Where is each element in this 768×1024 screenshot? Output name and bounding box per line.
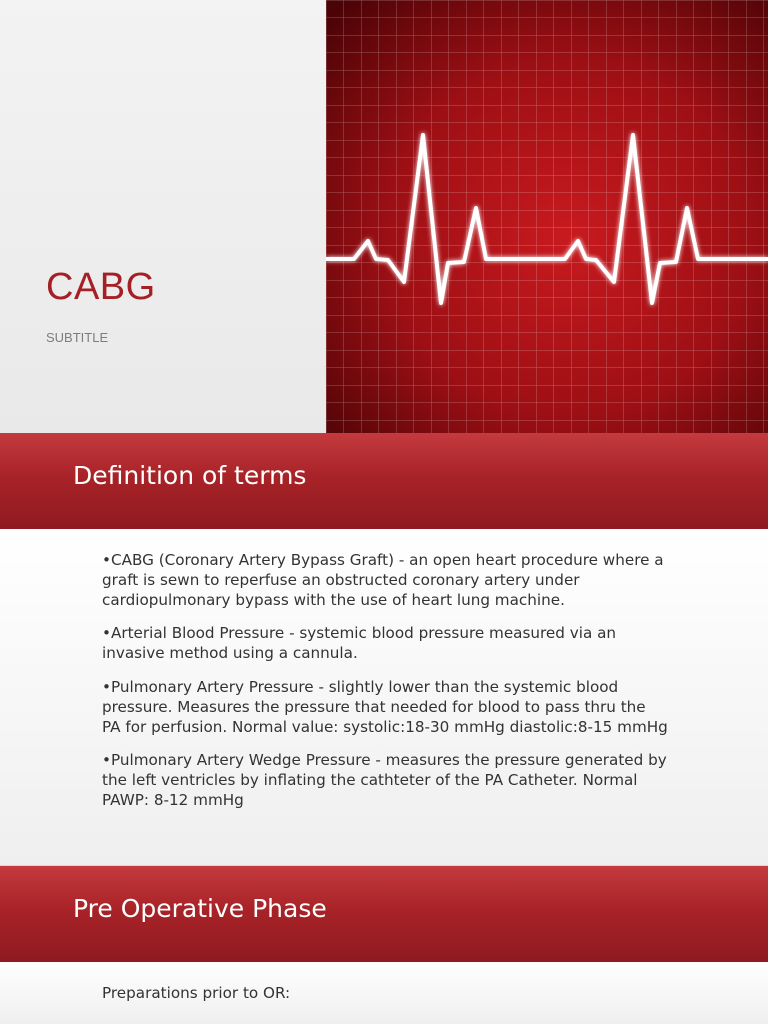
definition-list <box>102 551 668 825</box>
preop-body <box>0 962 768 1024</box>
list-item: •Pulmonary Artery Pressure - slightly lower than the systemic blood pressure. Measures the pressure that needed for blood to pass thru the PA for perfusion. Normal value: systolic:18-30 mmHg diastolic:8-15 mmHg <box>102 677 668 736</box>
definition-header <box>0 433 768 529</box>
list-item: •Pulmonary Artery Wedge Pressure - measures the pressure generated by the left ventricles by inflating the cathteter of the PA Catheter. Normal PAWP: 8-12 mmHg <box>102 751 667 809</box>
slide-title: CABG <box>46 266 156 308</box>
list-item: •CABG (Coronary Artery Bypass Graft) - an open heart procedure where a graft is sewn to reperfuse an obstructed coronary artery under cardiopulmonary bypass with the use of heart lung machine. <box>102 551 664 609</box>
title-panel <box>0 0 326 433</box>
slide-subtitle: SUBTITLE <box>46 330 109 345</box>
preop-header <box>0 866 768 962</box>
heartbeat-ecg-image <box>326 0 768 433</box>
preop-heading: Pre Operative Phase <box>73 894 327 923</box>
definition-body <box>0 529 768 866</box>
list-item: •Arterial Blood Pressure - systemic blood pressure measured via an invasive method using a cannula. <box>102 624 617 663</box>
title-slide <box>0 0 768 433</box>
preop-intro: Preparations prior to OR: <box>102 984 291 1002</box>
definition-heading: Definition of terms <box>73 461 307 490</box>
